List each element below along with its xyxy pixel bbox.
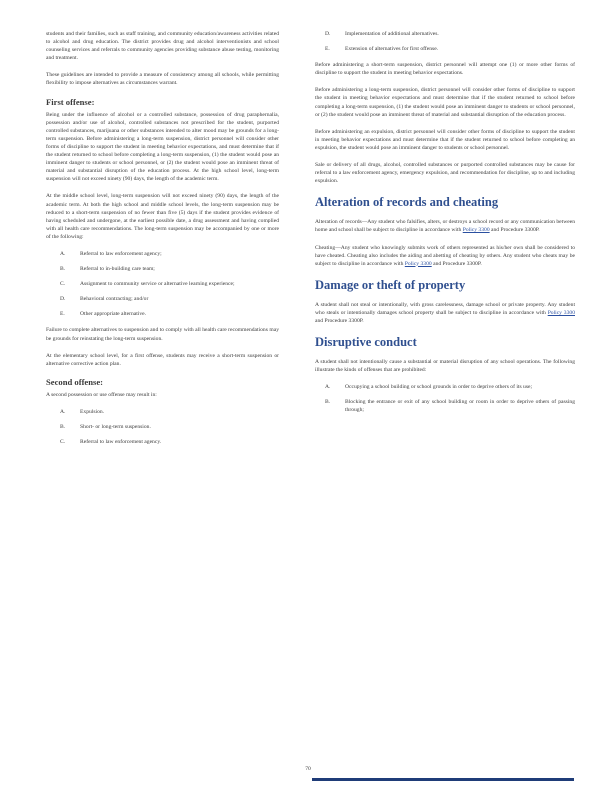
list-text: Short- or long-term suspension.: [80, 424, 151, 430]
list-item: [315, 398, 575, 414]
page-number: 70: [305, 766, 311, 772]
list-first-offense-options: [46, 250, 279, 318]
paragraph-expulsion: Before administering an expulsion, district personnel will consider other forms of discipline to support the student in meeting behavior expectations and must determine that if the student returned to school before completing an expulsion, the student would pose an imminent danger to students or school personnel.: [315, 128, 575, 151]
list-text: Referral to law enforcement agency.: [80, 439, 162, 446]
heading-disruptive: Disruptive conduct: [315, 335, 417, 350]
cheating-text: Cheating—Any student who knowingly submits work of others represented as his/her own shall be considered to have cheated. Cheating also includes the aiding and abetting of cheating by others. Any student who cheats may be subject to discipline in accordance with: [315, 244, 575, 267]
list-marker: B.: [325, 399, 331, 406]
paragraph-guidelines: These guidelines are intended to provide a measure of consistency among all schools, while permitting flexibility to impose alternatives as circumstances warrant.: [46, 72, 279, 87]
list-text: Implementation of additional alternatives.: [345, 31, 439, 37]
policy-link[interactable]: Policy 3300: [462, 227, 490, 234]
list-item: [46, 408, 279, 416]
damage-text-end: and Procedure 3300P.: [315, 317, 364, 324]
paragraph-short-term: Before administering a short-term suspension, district personnel will attempt one (1) or more other forms of discipline to support the student in meeting behavior expectations.: [315, 62, 575, 77]
list-marker: E.: [325, 46, 330, 53]
list-second-offense-options: [46, 408, 279, 446]
paragraph-sale: Sale or delivery of all drugs, alcohol, controlled substances or purported controlled substances may be cause for referral to a law enforcement agency, emergency expulsion, and recommendation for discipline, up to and including expulsion.: [315, 162, 575, 185]
footer-rule: [312, 778, 574, 781]
list-text: Assignment to community service or alternative learning experience;: [80, 281, 235, 288]
heading-damage: Damage or theft of property: [315, 277, 466, 292]
paragraph-disruptive: A student shall not intentionally cause a substantial or material disruption of any school operations. The following illustrate the kinds of offenses that are prohibited:: [315, 359, 575, 374]
paragraph-cheating: [315, 244, 575, 268]
list-item: [315, 30, 575, 38]
list-item: [46, 423, 279, 431]
list-text: Referral to law enforcement agency;: [80, 250, 162, 257]
damage-text: A student shall not steal or intentionally, with gross carelessness, damage school or private property. Any student who steals or intentionally damages school property shall be subject to discipline in accordance with: [315, 301, 575, 316]
cheating-text-end: and Procedure 3300P.: [431, 260, 482, 267]
paragraph-damage: [315, 301, 575, 325]
list-marker: A.: [60, 408, 66, 415]
paragraph-middle-school: At the middle school level, long-term suspension will not exceed ninety (90) days, the length of the academic term. At both the high school and middle school levels, the long-term suspension may be reduced to a short-term suspension of no fewer than five (5) days if the student provides evidence of having scheduled and undergone, at the earliest possible date, a drug assessment and having complied with all health care recommendations. The long-term suspension may be accompanied by one or more of the following:: [46, 193, 279, 240]
paragraph-intro: students and their families, such as staff training, and community education/awareness activities related to alcohol and drug education. The district provides drug and alcohol interventionists and school counseling services and referrals to community agencies providing substance abuse testing, monitoring and treatment.: [46, 31, 279, 62]
list-text: Occupying a school building or school grounds in order to deprive others of its use;: [345, 384, 533, 391]
paragraph-failure: Failure to complete alternatives to suspension and to comply with all health care recommendations may be grounds for reinstating the long-term suspension.: [46, 327, 279, 342]
list-disruptive-offenses: [315, 383, 575, 414]
list-marker: D.: [325, 31, 331, 37]
list-item: [46, 250, 279, 258]
right-column: [315, 30, 575, 423]
list-marker: B.: [60, 266, 66, 273]
list-item: [315, 45, 575, 53]
policy-link[interactable]: Policy 3300: [547, 309, 575, 316]
list-text: Behavioral contracting; and/or: [80, 296, 149, 303]
list-item: [315, 383, 575, 391]
list-marker: D.: [60, 296, 66, 303]
list-item: [46, 438, 279, 446]
list-text: Extension of alternatives for first offense.: [345, 46, 439, 53]
list-marker: A.: [325, 384, 331, 391]
list-marker: C.: [60, 439, 66, 446]
heading-second-offense: Second offense:: [46, 376, 104, 387]
alteration-text-end: and Procedure 3300P.: [489, 227, 540, 234]
paragraph-elementary: At the elementary school level, for a first offense, students may receive a short-term suspension or alternative corrective action plan.: [46, 352, 279, 367]
heading-alteration: Alteration of records and cheating: [315, 195, 499, 210]
paragraph-first-offense: Being under the influence of alcohol or a controlled substance, possession of drug paraphernalia, possession and/or use of alcohol, controlled substances not prescribed for the student, purported controlled substances, marijuana or other substances intended to alter mood may be grounds for a long-term suspension. Before administering a long-term suspension, district personnel will consider other forms of discipline to support the student in meeting behavior expectations, and must determine that if the student returned to school before completing a long-term suspension, (1) the student would pose an imminent danger to students or school personnel, or (2) the student would pose an imminent threat of material and substantial disruption of the education process. At the high school level, long-term suspension will not exceed ninety (90) days, the length of the academic term.: [46, 111, 279, 183]
list-marker: A.: [60, 250, 66, 257]
list-item: [46, 280, 279, 288]
left-column: [46, 30, 279, 454]
paragraph-long-term: Before administering a long-term suspension, district personnel will consider other forms of discipline to support the student in meeting behavior expectations and must determine that if the student returned to school before completing a long-term suspension, (1) the student would pose an imminent danger to students or school personnel, or (2) the student would pose an imminent threat of material and substantial disruption of the education process.: [315, 87, 575, 118]
list-text: Referral to in-building care team;: [80, 266, 155, 273]
list-text: Other appropriate alternative.: [80, 311, 147, 318]
list-marker: E.: [60, 311, 65, 318]
list-text: Blocking the entrance or exit of any school building or room in order to deprive others of passing through;: [345, 399, 575, 414]
list-marker: C.: [60, 281, 66, 288]
alteration-text: Alteration of records—Any student who falsifies, alters, or destroys a school record or any communication between home and school shall be subject to discipline in accordance with: [315, 219, 575, 234]
paragraph-alteration: [315, 218, 575, 234]
paragraph-second-offense: A second possession or use offense may result in:: [46, 391, 157, 398]
list-item: [46, 265, 279, 273]
list-item: [46, 310, 279, 318]
list-item: [46, 295, 279, 303]
list-second-offense-continued: [315, 30, 575, 53]
list-text: Expulsion.: [80, 408, 105, 415]
heading-first-offense: First offense:: [46, 96, 95, 107]
policy-link[interactable]: Policy 3300: [404, 260, 432, 267]
list-marker: B.: [60, 424, 66, 430]
